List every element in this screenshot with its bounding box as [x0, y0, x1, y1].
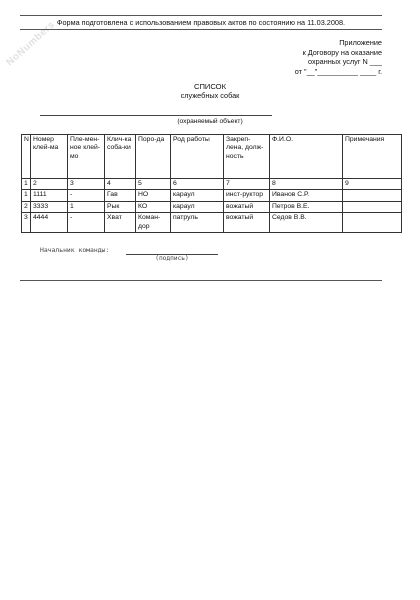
table-cell: Коман-дор — [136, 213, 171, 233]
table-cell: Петров В.Е. — [270, 201, 343, 212]
table-cell: вожатый — [224, 213, 270, 233]
column-number: 9 — [343, 179, 402, 190]
signature-caption: (подпись) — [155, 255, 189, 262]
column-number-row — [22, 179, 402, 190]
header-cell-assigned: Закреп-лена, долж-ность — [224, 135, 270, 179]
object-underline — [40, 115, 272, 116]
table-cell: 4444 — [31, 213, 68, 233]
table-cell: караул — [171, 201, 224, 212]
table-cell: 3 — [22, 213, 31, 233]
column-number: 4 — [105, 179, 136, 190]
watermark: NoNumbers — [4, 19, 58, 69]
header-cell-fio: Ф.И.О. — [270, 135, 343, 179]
header-cell-work-type: Род работы — [171, 135, 224, 179]
appendix-block — [252, 38, 382, 76]
table-cell: 2 — [22, 201, 31, 212]
column-number: 3 — [68, 179, 105, 190]
table-cell: Хват — [105, 213, 136, 233]
table-cell: 1 — [22, 190, 31, 201]
bottom-rule — [20, 280, 382, 281]
appendix-line-4: от "__"__________ ____ г. — [294, 66, 382, 76]
document-title: СПИСОК — [193, 82, 227, 91]
table-cell: 1 — [68, 201, 105, 212]
document-subtitle: служебных собак — [180, 91, 240, 100]
table-row — [22, 190, 402, 201]
appendix-line-2: к Договору на оказание — [302, 47, 382, 57]
table-cell: 1111 — [31, 190, 68, 201]
signature-label: Начальник команды: — [40, 246, 110, 254]
header-cell-brand-number: Номер клей-ма — [31, 135, 68, 179]
table-cell: вожатый — [224, 201, 270, 212]
table-cell: - — [68, 213, 105, 233]
table-cell — [343, 201, 402, 212]
table-cell — [343, 213, 402, 233]
header-cell-breed-brand: Пле-мен-ное клей-мо — [68, 135, 105, 179]
table-cell: Гав — [105, 190, 136, 201]
column-number: 6 — [171, 179, 224, 190]
appendix-line-3: охранных услуг N ___ — [307, 57, 382, 67]
top-rule — [20, 15, 382, 16]
header-cell-breed: Поро-да — [136, 135, 171, 179]
table-cell: караул — [171, 190, 224, 201]
table-cell: Рык — [105, 201, 136, 212]
table-cell: 3333 — [31, 201, 68, 212]
table-cell: - — [68, 190, 105, 201]
object-caption: (охраняемый объект) — [177, 118, 243, 125]
column-number: 7 — [224, 179, 270, 190]
column-number: 8 — [270, 179, 343, 190]
table-cell — [343, 190, 402, 201]
table-header-row — [22, 135, 402, 179]
table-cell: НО — [136, 190, 171, 201]
table-cell: Иванов С.Р. — [270, 190, 343, 201]
table-row — [22, 201, 402, 212]
table-cell: КО — [136, 201, 171, 212]
header-cell-dog-name: Клич-ка соба-ки — [105, 135, 136, 179]
header-cell-n: N — [22, 135, 31, 179]
table-cell: патруль — [171, 213, 224, 233]
column-number: 2 — [31, 179, 68, 190]
appendix-line-1: Приложение — [339, 38, 382, 47]
dogs-table — [21, 134, 402, 233]
header-cell-notes: Примечания — [343, 135, 402, 179]
header-rule — [20, 29, 382, 30]
header-note: Форма подготовлена с использованием правовых актов по состоянию на 11.03.2008. — [56, 18, 346, 27]
table-cell: Седов В.В. — [270, 213, 343, 233]
column-number: 1 — [22, 179, 31, 190]
table-cell: инст-руктор — [224, 190, 270, 201]
column-number: 5 — [136, 179, 171, 190]
table-row — [22, 213, 402, 233]
